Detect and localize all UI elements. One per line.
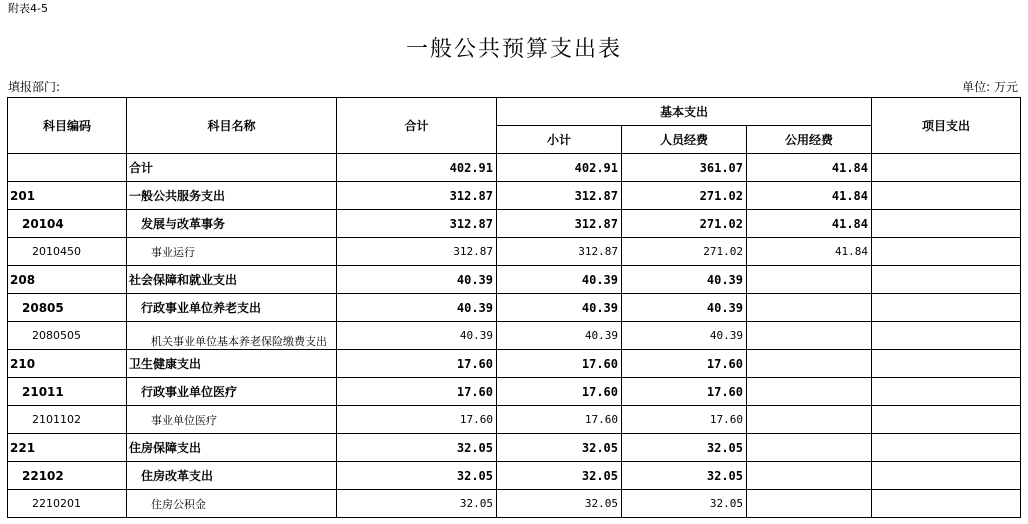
page-title: 一般公共预算支出表 — [405, 37, 622, 62]
cell-subtotal: 40.39 — [497, 322, 622, 350]
cell-total: 402.91 — [337, 154, 497, 182]
cell-subtotal: 312.87 — [497, 182, 622, 210]
table-row — [8, 238, 1021, 266]
cell-project — [872, 350, 1021, 378]
unit-label: 单位: 万元 — [962, 80, 1018, 94]
cell-code: 20805 — [8, 294, 127, 322]
cell-project — [872, 434, 1021, 462]
cell-name: 一般公共服务支出 — [127, 182, 337, 210]
cell-subtotal: 40.39 — [497, 266, 622, 294]
cell-subtotal: 402.91 — [497, 154, 622, 182]
table-row — [8, 154, 1021, 182]
department-label: 填报部门: — [8, 80, 61, 94]
table-row — [8, 434, 1021, 462]
cell-project — [872, 490, 1021, 518]
cell-public: 41.84 — [747, 238, 872, 266]
cell-public — [747, 434, 872, 462]
cell-subtotal: 17.60 — [497, 378, 622, 406]
cell-public — [747, 378, 872, 406]
cell-personnel: 32.05 — [622, 462, 747, 490]
cell-total: 32.05 — [337, 462, 497, 490]
header-total: 合计 — [337, 98, 497, 154]
table-row — [8, 350, 1021, 378]
header-basic: 基本支出 — [497, 98, 872, 126]
cell-subtotal: 40.39 — [497, 294, 622, 322]
cell-name: 机关事业单位基本养老保险缴费支出 — [127, 322, 337, 350]
cell-code: 22102 — [8, 462, 127, 490]
cell-name: 住房公积金 — [127, 490, 337, 518]
cell-personnel: 361.07 — [622, 154, 747, 182]
cell-code: 21011 — [8, 378, 127, 406]
cell-total: 40.39 — [337, 294, 497, 322]
cell-public — [747, 490, 872, 518]
header-name: 科目名称 — [127, 98, 337, 154]
table-row — [8, 406, 1021, 434]
cell-personnel: 17.60 — [622, 350, 747, 378]
cell-personnel: 17.60 — [622, 406, 747, 434]
cell-subtotal: 312.87 — [497, 238, 622, 266]
cell-name: 住房改革支出 — [127, 462, 337, 490]
cell-public — [747, 294, 872, 322]
budget-table — [7, 97, 1021, 518]
cell-name: 合计 — [127, 154, 337, 182]
header-subtotal: 小计 — [497, 126, 622, 154]
cell-project — [872, 462, 1021, 490]
cell-subtotal: 312.87 — [497, 210, 622, 238]
cell-subtotal: 32.05 — [497, 434, 622, 462]
cell-personnel: 271.02 — [622, 210, 747, 238]
cell-public — [747, 322, 872, 350]
cell-name: 发展与改革事务 — [127, 210, 337, 238]
cell-public — [747, 266, 872, 294]
cell-personnel: 17.60 — [622, 378, 747, 406]
cell-total: 312.87 — [337, 210, 497, 238]
cell-project — [872, 266, 1021, 294]
cell-subtotal: 17.60 — [497, 350, 622, 378]
cell-public — [747, 350, 872, 378]
table-row — [8, 322, 1021, 350]
cell-name: 住房保障支出 — [127, 434, 337, 462]
cell-project — [872, 210, 1021, 238]
cell-code: 208 — [8, 266, 127, 294]
cell-code: 2080505 — [8, 322, 127, 350]
cell-project — [872, 322, 1021, 350]
cell-project — [872, 238, 1021, 266]
cell-personnel: 32.05 — [622, 490, 747, 518]
cell-project — [872, 154, 1021, 182]
table-row — [8, 210, 1021, 238]
header-project: 项目支出 — [872, 98, 1021, 154]
cell-public: 41.84 — [747, 210, 872, 238]
cell-subtotal: 32.05 — [497, 462, 622, 490]
cell-code: 210 — [8, 350, 127, 378]
cell-project — [872, 294, 1021, 322]
cell-public — [747, 462, 872, 490]
cell-name: 事业运行 — [127, 238, 337, 266]
table-row — [8, 462, 1021, 490]
cell-code: 221 — [8, 434, 127, 462]
table-row — [8, 182, 1021, 210]
cell-public: 41.84 — [747, 154, 872, 182]
table-row — [8, 266, 1021, 294]
cell-total: 312.87 — [337, 182, 497, 210]
cell-total: 40.39 — [337, 266, 497, 294]
cell-total: 17.60 — [337, 350, 497, 378]
cell-personnel: 271.02 — [622, 238, 747, 266]
cell-name: 社会保障和就业支出 — [127, 266, 337, 294]
cell-total: 312.87 — [337, 238, 497, 266]
cell-total: 17.60 — [337, 378, 497, 406]
cell-code — [8, 154, 127, 182]
cell-project — [872, 182, 1021, 210]
cell-code: 20104 — [8, 210, 127, 238]
cell-code: 2101102 — [8, 406, 127, 434]
cell-code: 2210201 — [8, 490, 127, 518]
table-row — [8, 378, 1021, 406]
cell-total: 32.05 — [337, 490, 497, 518]
header-code: 科目编码 — [8, 98, 127, 154]
table-row — [8, 490, 1021, 518]
cell-personnel: 40.39 — [622, 294, 747, 322]
cell-name: 卫生健康支出 — [127, 350, 337, 378]
cell-total: 32.05 — [337, 434, 497, 462]
header-public: 公用经费 — [747, 126, 872, 154]
cell-name: 行政事业单位医疗 — [127, 378, 337, 406]
cell-subtotal: 17.60 — [497, 406, 622, 434]
cell-total: 40.39 — [337, 322, 497, 350]
header-personnel: 人员经费 — [622, 126, 747, 154]
cell-personnel: 271.02 — [622, 182, 747, 210]
cell-name: 事业单位医疗 — [127, 406, 337, 434]
cell-code: 2010450 — [8, 238, 127, 266]
cell-name: 行政事业单位养老支出 — [127, 294, 337, 322]
cell-personnel: 40.39 — [622, 266, 747, 294]
annex-label: 附表4-5 — [8, 2, 48, 15]
cell-total: 17.60 — [337, 406, 497, 434]
cell-project — [872, 378, 1021, 406]
cell-personnel: 40.39 — [622, 322, 747, 350]
table-row — [8, 294, 1021, 322]
cell-code: 201 — [8, 182, 127, 210]
cell-personnel: 32.05 — [622, 434, 747, 462]
cell-public: 41.84 — [747, 182, 872, 210]
cell-subtotal: 32.05 — [497, 490, 622, 518]
cell-project — [872, 406, 1021, 434]
cell-public — [747, 406, 872, 434]
